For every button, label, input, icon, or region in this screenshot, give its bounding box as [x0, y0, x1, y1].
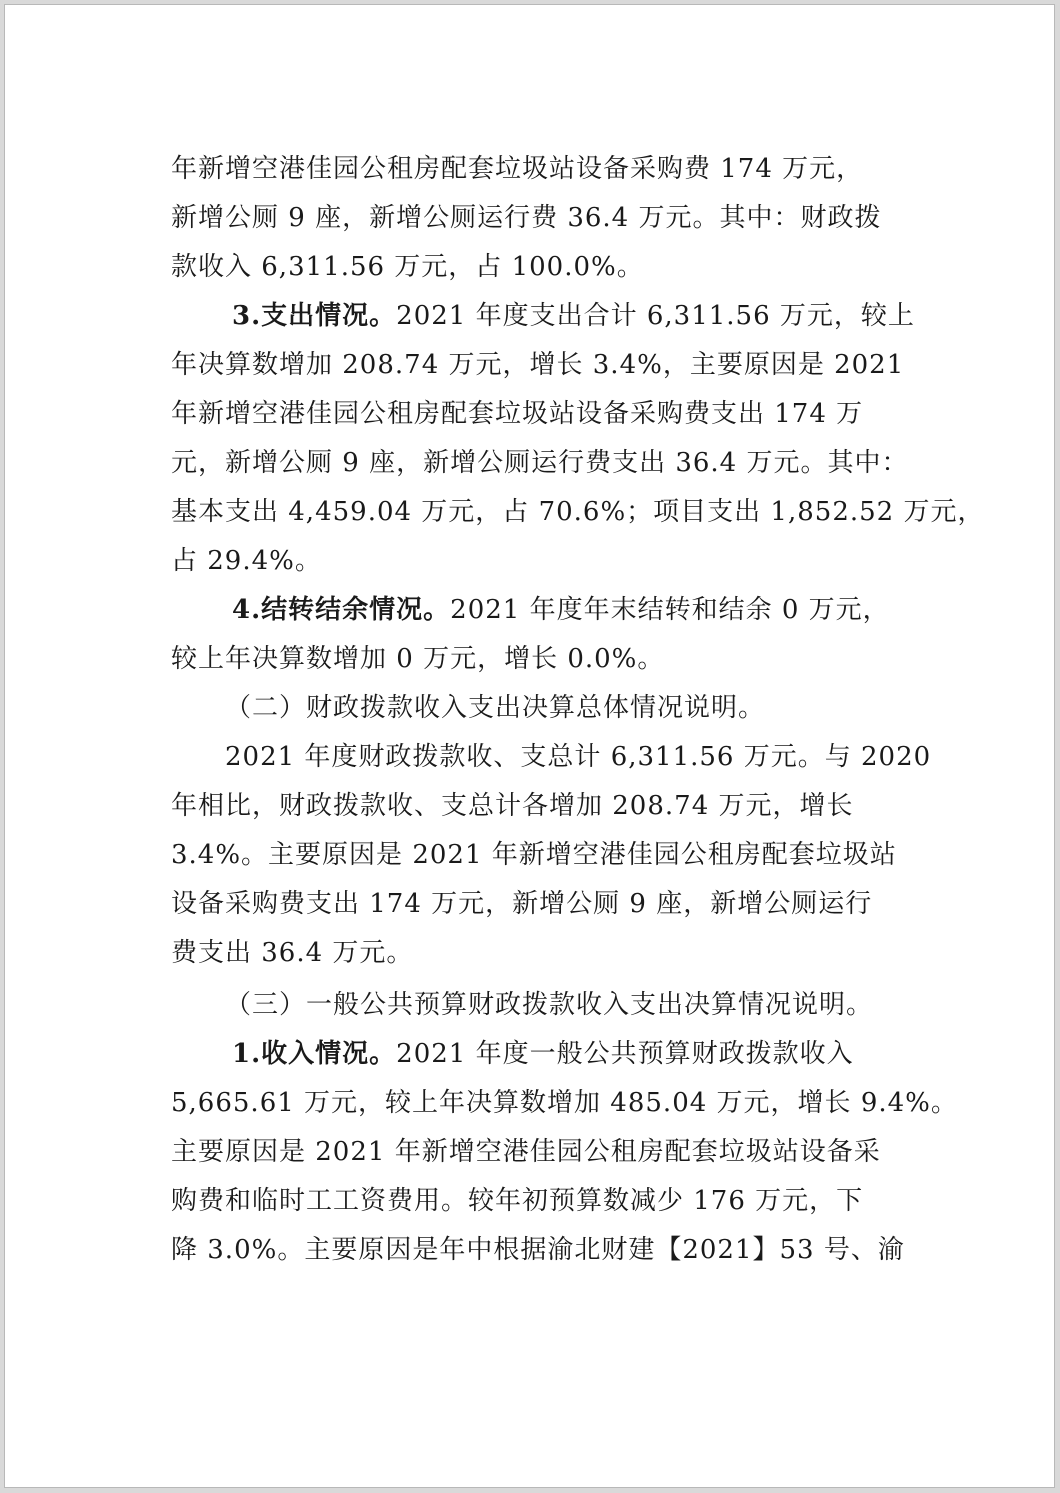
text-line: 主要原因是 2021 年新增空港佳园公租房配套垃圾站设备采	[171, 1137, 881, 1167]
text-line: 新增公厕 9 座，新增公厕运行费 36.4 万元。其中：财政拨	[171, 203, 882, 233]
text-line: 5,665.61 万元，较上年决算数增加 485.04 万元，增长 9.4%。	[171, 1088, 958, 1118]
text-segment: 2021 年度年末结转和结余 0 万元，	[450, 595, 890, 625]
text-line: 费支出 36.4 万元。	[171, 938, 414, 968]
text-line: 购费和临时工工资费用。较年初预算数减少 176 万元，下	[171, 1186, 864, 1216]
section-heading: 4.结转结余情况。	[232, 595, 451, 625]
text-line: 设备采购费支出 174 万元，新增公厕 9 座，新增公厕运行	[171, 889, 873, 919]
section-heading: 1.收入情况。	[232, 1039, 397, 1069]
section-paragraph-expenditure	[232, 299, 915, 333]
document-page	[4, 4, 1055, 1488]
text-line: 元，新增公厕 9 座，新增公厕运行费支出 36.4 万元。其中：	[171, 448, 909, 478]
subsection-title-2: （二）财政拨款收入支出决算总体情况说明。	[225, 693, 766, 723]
text-line: 较上年决算数增加 0 万元，增长 0.0%。	[171, 644, 665, 674]
section-heading: 3.支出情况。	[232, 301, 397, 331]
subsection-title-3: （三）一般公共预算财政拨款收入支出决算情况说明。	[225, 990, 874, 1020]
text-line: 2021 年度财政拨款收、支总计 6,311.56 万元。与 2020	[225, 742, 932, 772]
text-line: 年决算数增加 208.74 万元，增长 3.4%，主要原因是 2021	[171, 350, 905, 380]
text-line: 基本支出 4,459.04 万元，占 70.6%；项目支出 1,852.52 万元，	[171, 497, 985, 527]
section-paragraph-income	[232, 1037, 854, 1071]
text-line: 3.4%。主要原因是 2021 年新增空港佳园公租房配套垃圾站	[171, 840, 897, 870]
text-line: 占 29.4%。	[171, 546, 322, 576]
text-segment: 2021 年度支出合计 6,311.56 万元，较上	[396, 301, 915, 331]
text-line: 年新增空港佳园公租房配套垃圾站设备采购费 174 万元，	[171, 154, 864, 184]
text-line: 降 3.0%。主要原因是年中根据渝北财建【2021】53 号、渝	[171, 1235, 905, 1265]
text-line: 年新增空港佳园公租房配套垃圾站设备采购费支出 174 万	[171, 399, 864, 429]
section-paragraph-carryover	[232, 593, 890, 627]
text-line: 款收入 6,311.56 万元，占 100.0%。	[171, 252, 644, 282]
text-line: 年相比，财政拨款收、支总计各增加 208.74 万元，增长	[171, 791, 854, 821]
text-segment: 2021 年度一般公共预算财政拨款收入	[396, 1039, 854, 1069]
